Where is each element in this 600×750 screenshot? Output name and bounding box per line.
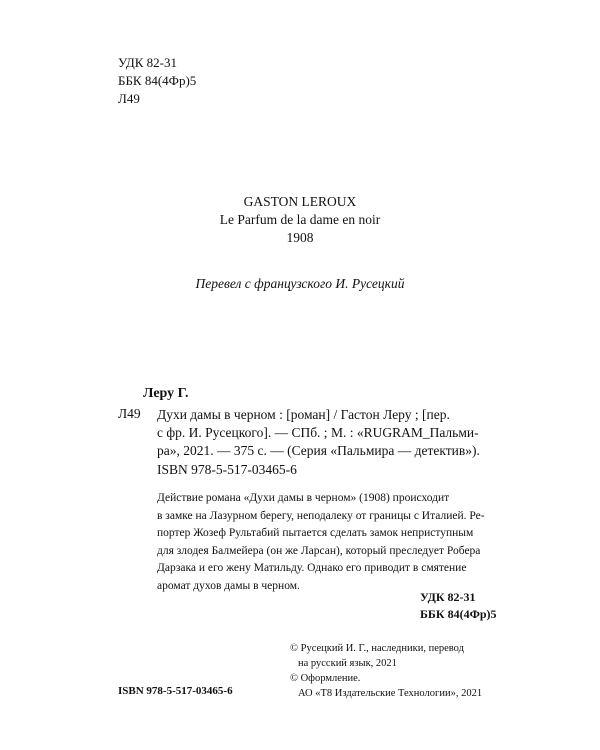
bottom-classification-codes: [420, 589, 497, 623]
copyright-line: АО «Т8 Издательские Технологии», 2021: [298, 688, 483, 699]
copyright-line: на русский язык, 2021: [298, 658, 397, 669]
bib-line: Духи дамы в черном : [роман] / Гастон Леру ; [пер.: [157, 407, 450, 422]
annotation: [157, 490, 499, 595]
bibliographic-description: [157, 406, 499, 460]
annotation-line: для злодея Балмейера (он же Ларсан), который преследует Робера: [157, 544, 481, 557]
annotation-line: аромат духов дамы в черном.: [157, 579, 300, 592]
bbk-code-bottom: ББК 84(4Фр)5: [420, 607, 497, 621]
original-author: GASTON LEROUX: [243, 194, 357, 209]
original-title: Le Parfum de la dame en noir: [219, 212, 381, 227]
copyright-line: © Русецкий И. Г., наследники, перевод: [290, 643, 464, 654]
top-classification-codes: [118, 54, 196, 108]
bib-line: с фр. И. Русецкого]. — СПб. ; М. : «RUGRAM_Пальми-: [157, 425, 479, 440]
author-mark: Л49: [118, 91, 140, 106]
bib-line: ра», 2021. — 375 с. — (Серия «Пальмира — детектив»).: [157, 443, 480, 458]
copyright-block: [290, 641, 482, 701]
udk-code-bottom: УДК 82-31: [420, 590, 476, 604]
original-title-block: [0, 193, 600, 247]
catalog-isbn: ISBN 978-5-517-03465-6: [157, 462, 297, 477]
copyright-line: © Оформление.: [290, 673, 361, 684]
annotation-line: портер Жозеф Рультабий пытается сделать замок неприступным: [157, 527, 474, 539]
original-year: 1908: [286, 230, 314, 245]
isbn-bottom: ISBN 978-5-517-03465-6: [118, 685, 233, 697]
catalog-author-mark: Л49: [118, 406, 141, 421]
translator-note: Перевел с французского И. Русецкий: [195, 276, 405, 291]
annotation-line: в замке на Лазурном берегу, неподалеку от границы с Италией. Ре-: [157, 509, 485, 522]
annotation-line: Действие романа «Духи дамы в черном» (1908) происходит: [157, 492, 450, 504]
catalog-author-heading: Леру Г.: [143, 386, 189, 401]
annotation-line: Дарзака и его жену Матильду. Однако его приводит в смятение: [157, 562, 467, 574]
udk-code: УДК 82-31: [118, 55, 178, 70]
bbk-code: ББК 84(4Фр)5: [118, 73, 197, 88]
